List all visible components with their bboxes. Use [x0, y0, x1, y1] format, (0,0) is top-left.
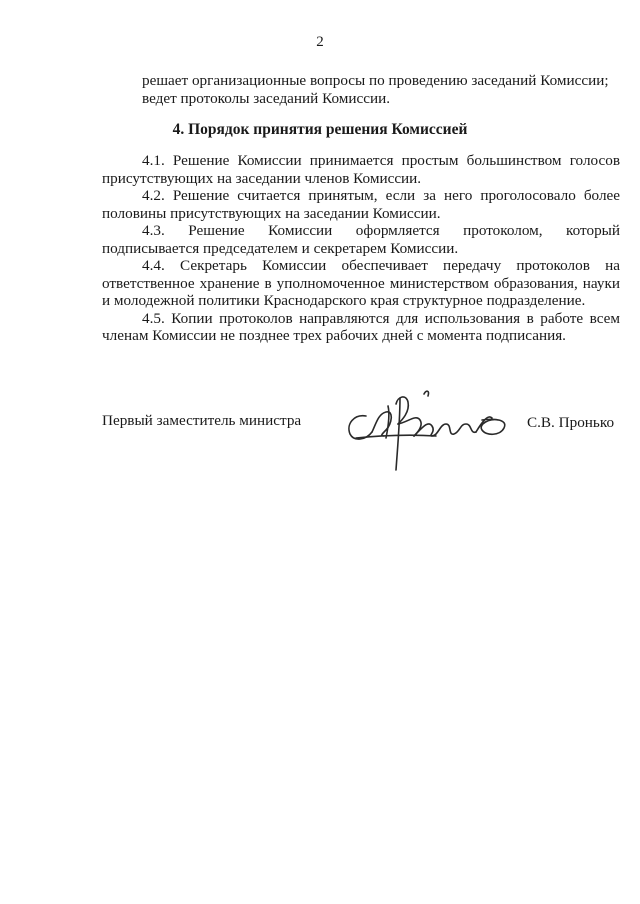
page-number: 2 — [316, 34, 324, 50]
continuation-line-1: решает организационные вопросы по проведению заседаний Комиссии; — [142, 72, 609, 89]
handwritten-signature — [336, 384, 526, 476]
item-4-5: 4.5. Копии протоколов направляются для использования в работе всем членам Комиссии не позднее трех рабочих дней с момента подписания. — [102, 309, 620, 344]
item-4-4: 4.4. Секретарь Комиссии обеспечивает передачу протоколов на ответственное хранение в уполномоченное министерством образования, науки и молодежной политики Краснодарского края структурное подразделение. — [102, 257, 620, 309]
item-4-1: 4.1. Решение Комиссии принимается простым большинством голосов присутствующих на заседании членов Комиссии. — [102, 152, 620, 187]
signature-signer-name: С.В. Пронько — [527, 414, 615, 431]
section-title: 4. Порядок принятия решения Комиссией — [172, 121, 468, 138]
signature-position-title: Первый заместитель министра — [102, 412, 302, 429]
item-4-2: 4.2. Решение считается принятым, если за него проголосовало более половины присутствующих на заседании Комиссии. — [102, 187, 620, 222]
continuation-text — [102, 72, 620, 107]
section-items — [102, 152, 620, 345]
item-4-3: 4.3. Решение Комиссии оформляется протоколом, который подписывается председателем и секретарем Комиссии. — [102, 222, 620, 257]
continuation-line-2: ведет протоколы заседаний Комиссии. — [142, 89, 391, 107]
